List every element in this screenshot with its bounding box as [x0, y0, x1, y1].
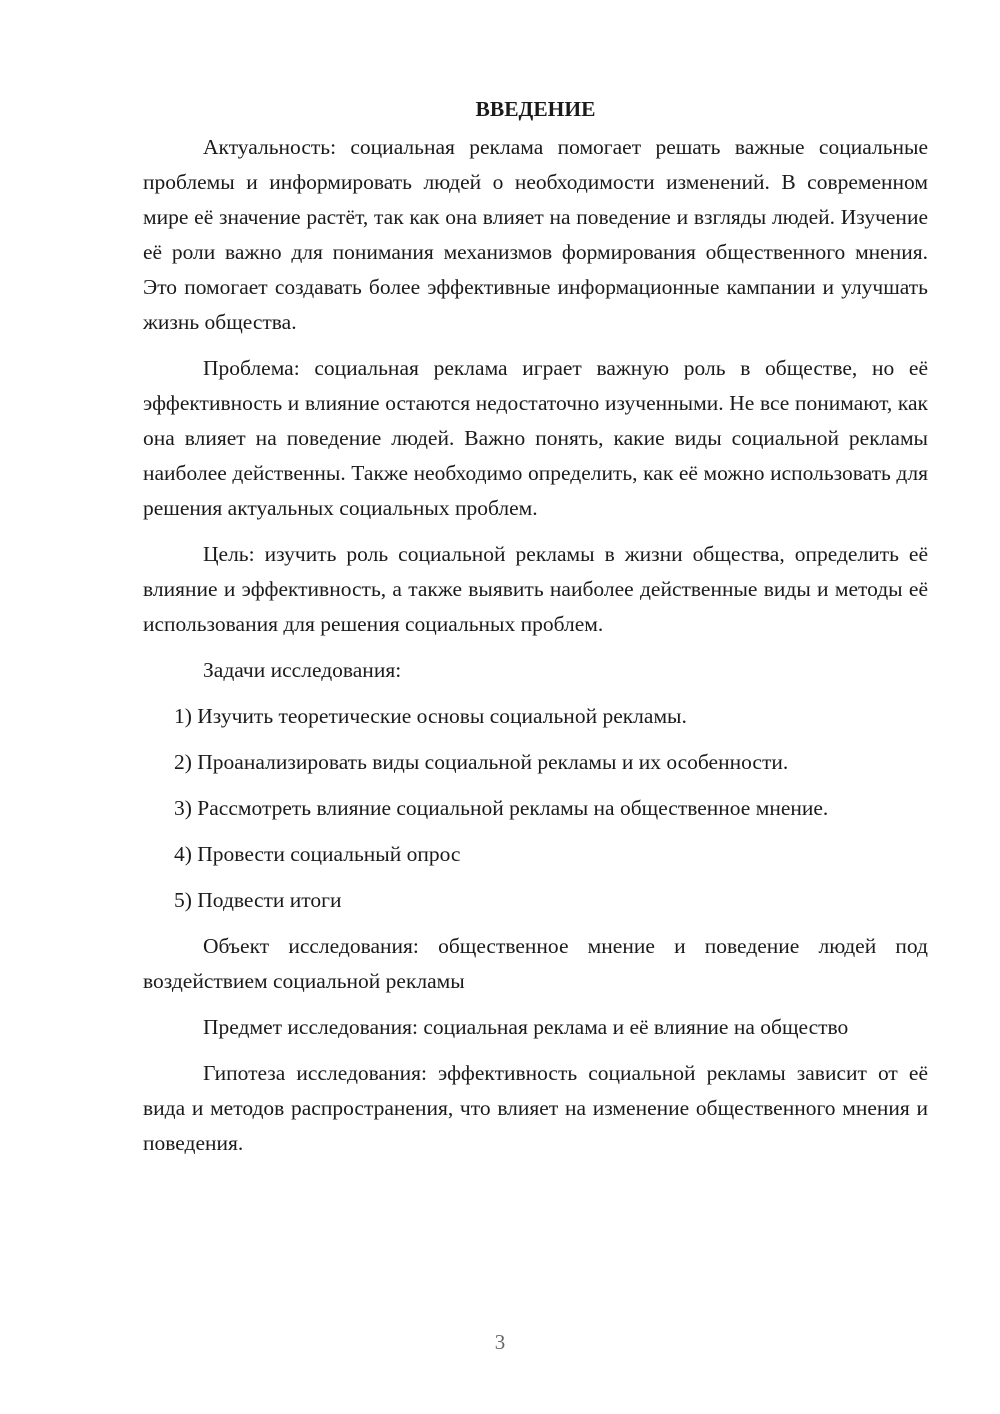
task-item: 5) Подвести итоги	[174, 888, 342, 912]
tasks-heading: Задачи исследования:	[203, 658, 402, 682]
relevance-paragraph: Актуальность: социальная реклама помогает решать важные социальные проблемы и информировать людей о необходимости изменений. В современном мире её значение растёт, так как она влияет на поведение и взгляды людей. Изучение её роли важно для понимания механизмов формирования общественного мнения. Это помогает создавать более эффективные информационные кампании и улучшать жизнь общества.	[143, 135, 928, 334]
tasks-list	[143, 699, 928, 918]
section-title: ВВЕДЕНИЕ	[475, 97, 596, 121]
object-paragraph: Объект исследования: общественное мнение и поведение людей под воздействием социальной рекламы	[143, 934, 928, 993]
hypothesis-paragraph: Гипотеза исследования: эффективность социальной рекламы зависит от её вида и методов распространения, что влияет на изменение общественного мнения и поведения.	[143, 1061, 928, 1155]
page-number: 3	[494, 1330, 506, 1354]
document-page	[143, 92, 928, 1172]
task-item: 2) Проанализировать виды социальной рекламы и их особенности.	[174, 750, 789, 774]
task-item: 4) Провести социальный опрос	[174, 842, 461, 866]
task-item: 3) Рассмотреть влияние социальной рекламы на общественное мнение.	[174, 796, 829, 820]
problem-paragraph: Проблема: социальная реклама играет важную роль в обществе, но её эффективность и влияние остаются недостаточно изученными. Не все понимают, как она влияет на поведение людей. Важно понять, какие виды социальной рекламы наиболее действенны. Также необходимо определить, как её можно использовать для решения актуальных социальных проблем.	[143, 356, 928, 520]
task-item: 1) Изучить теоретические основы социальной рекламы.	[174, 704, 687, 728]
subject-paragraph: Предмет исследования: социальная реклама и её влияние на общество	[203, 1015, 849, 1039]
goal-paragraph: Цель: изучить роль социальной рекламы в жизни общества, определить её влияние и эффективность, а также выявить наиболее действенные виды и методы её использования для решения социальных проблем.	[143, 542, 928, 636]
